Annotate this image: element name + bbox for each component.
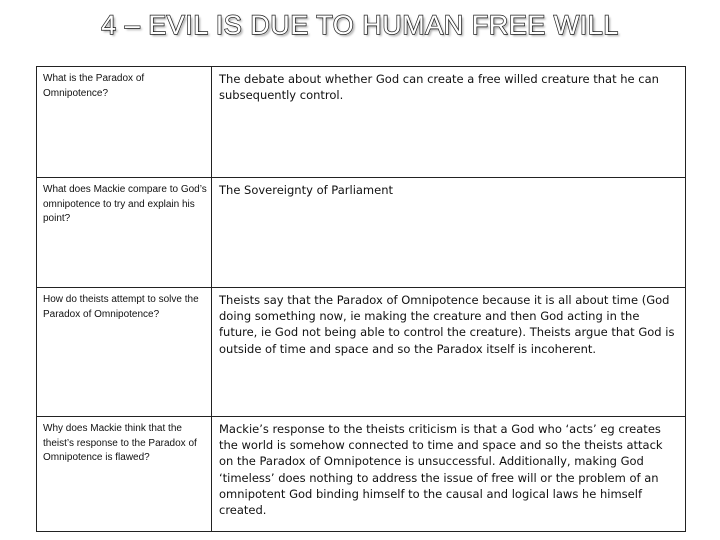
table-row (37, 67, 686, 178)
question-cell: What does Mackie compare to God’s omnipotence to try and explain his point? (37, 178, 212, 288)
answer-cell: Mackie’s response to the theists criticism is that a God who ‘acts’ eg creates the world is somehow connected to time and space and so the theists attack on the Paradox of Omnipotence is unsuccessful. Additionally, making God ‘timeless’ does nothing to address the issue of free will or the problem of an omnipotent God binding himself to the causal and logical laws he himself created. (212, 417, 686, 532)
question-cell: What is the Paradox of Omnipotence? (37, 67, 212, 178)
question-cell: Why does Mackie think that the theist’s response to the Paradox of Omnipotence is flawed? (37, 417, 212, 532)
question-cell: How do theists attempt to solve the Paradox of Omnipotence? (37, 288, 212, 417)
answer-cell: Theists say that the Paradox of Omnipotence because it is all about time (God doing something now, ie making the creature and then God acting in the future, ie God not being able to control the creature). Theists argue that God is outside of time and space and so the Paradox itself is incoherent. (212, 288, 686, 417)
slide-title: 4 – EVIL IS DUE TO HUMAN FREE WILL (101, 10, 619, 40)
qa-table (36, 66, 686, 532)
answer-cell: The Sovereignty of Parliament (212, 178, 686, 288)
table-row (37, 417, 686, 532)
table-row (37, 178, 686, 288)
answer-cell: The debate about whether God can create a free willed creature that he can subsequently control. (212, 67, 686, 178)
table-row (37, 288, 686, 417)
